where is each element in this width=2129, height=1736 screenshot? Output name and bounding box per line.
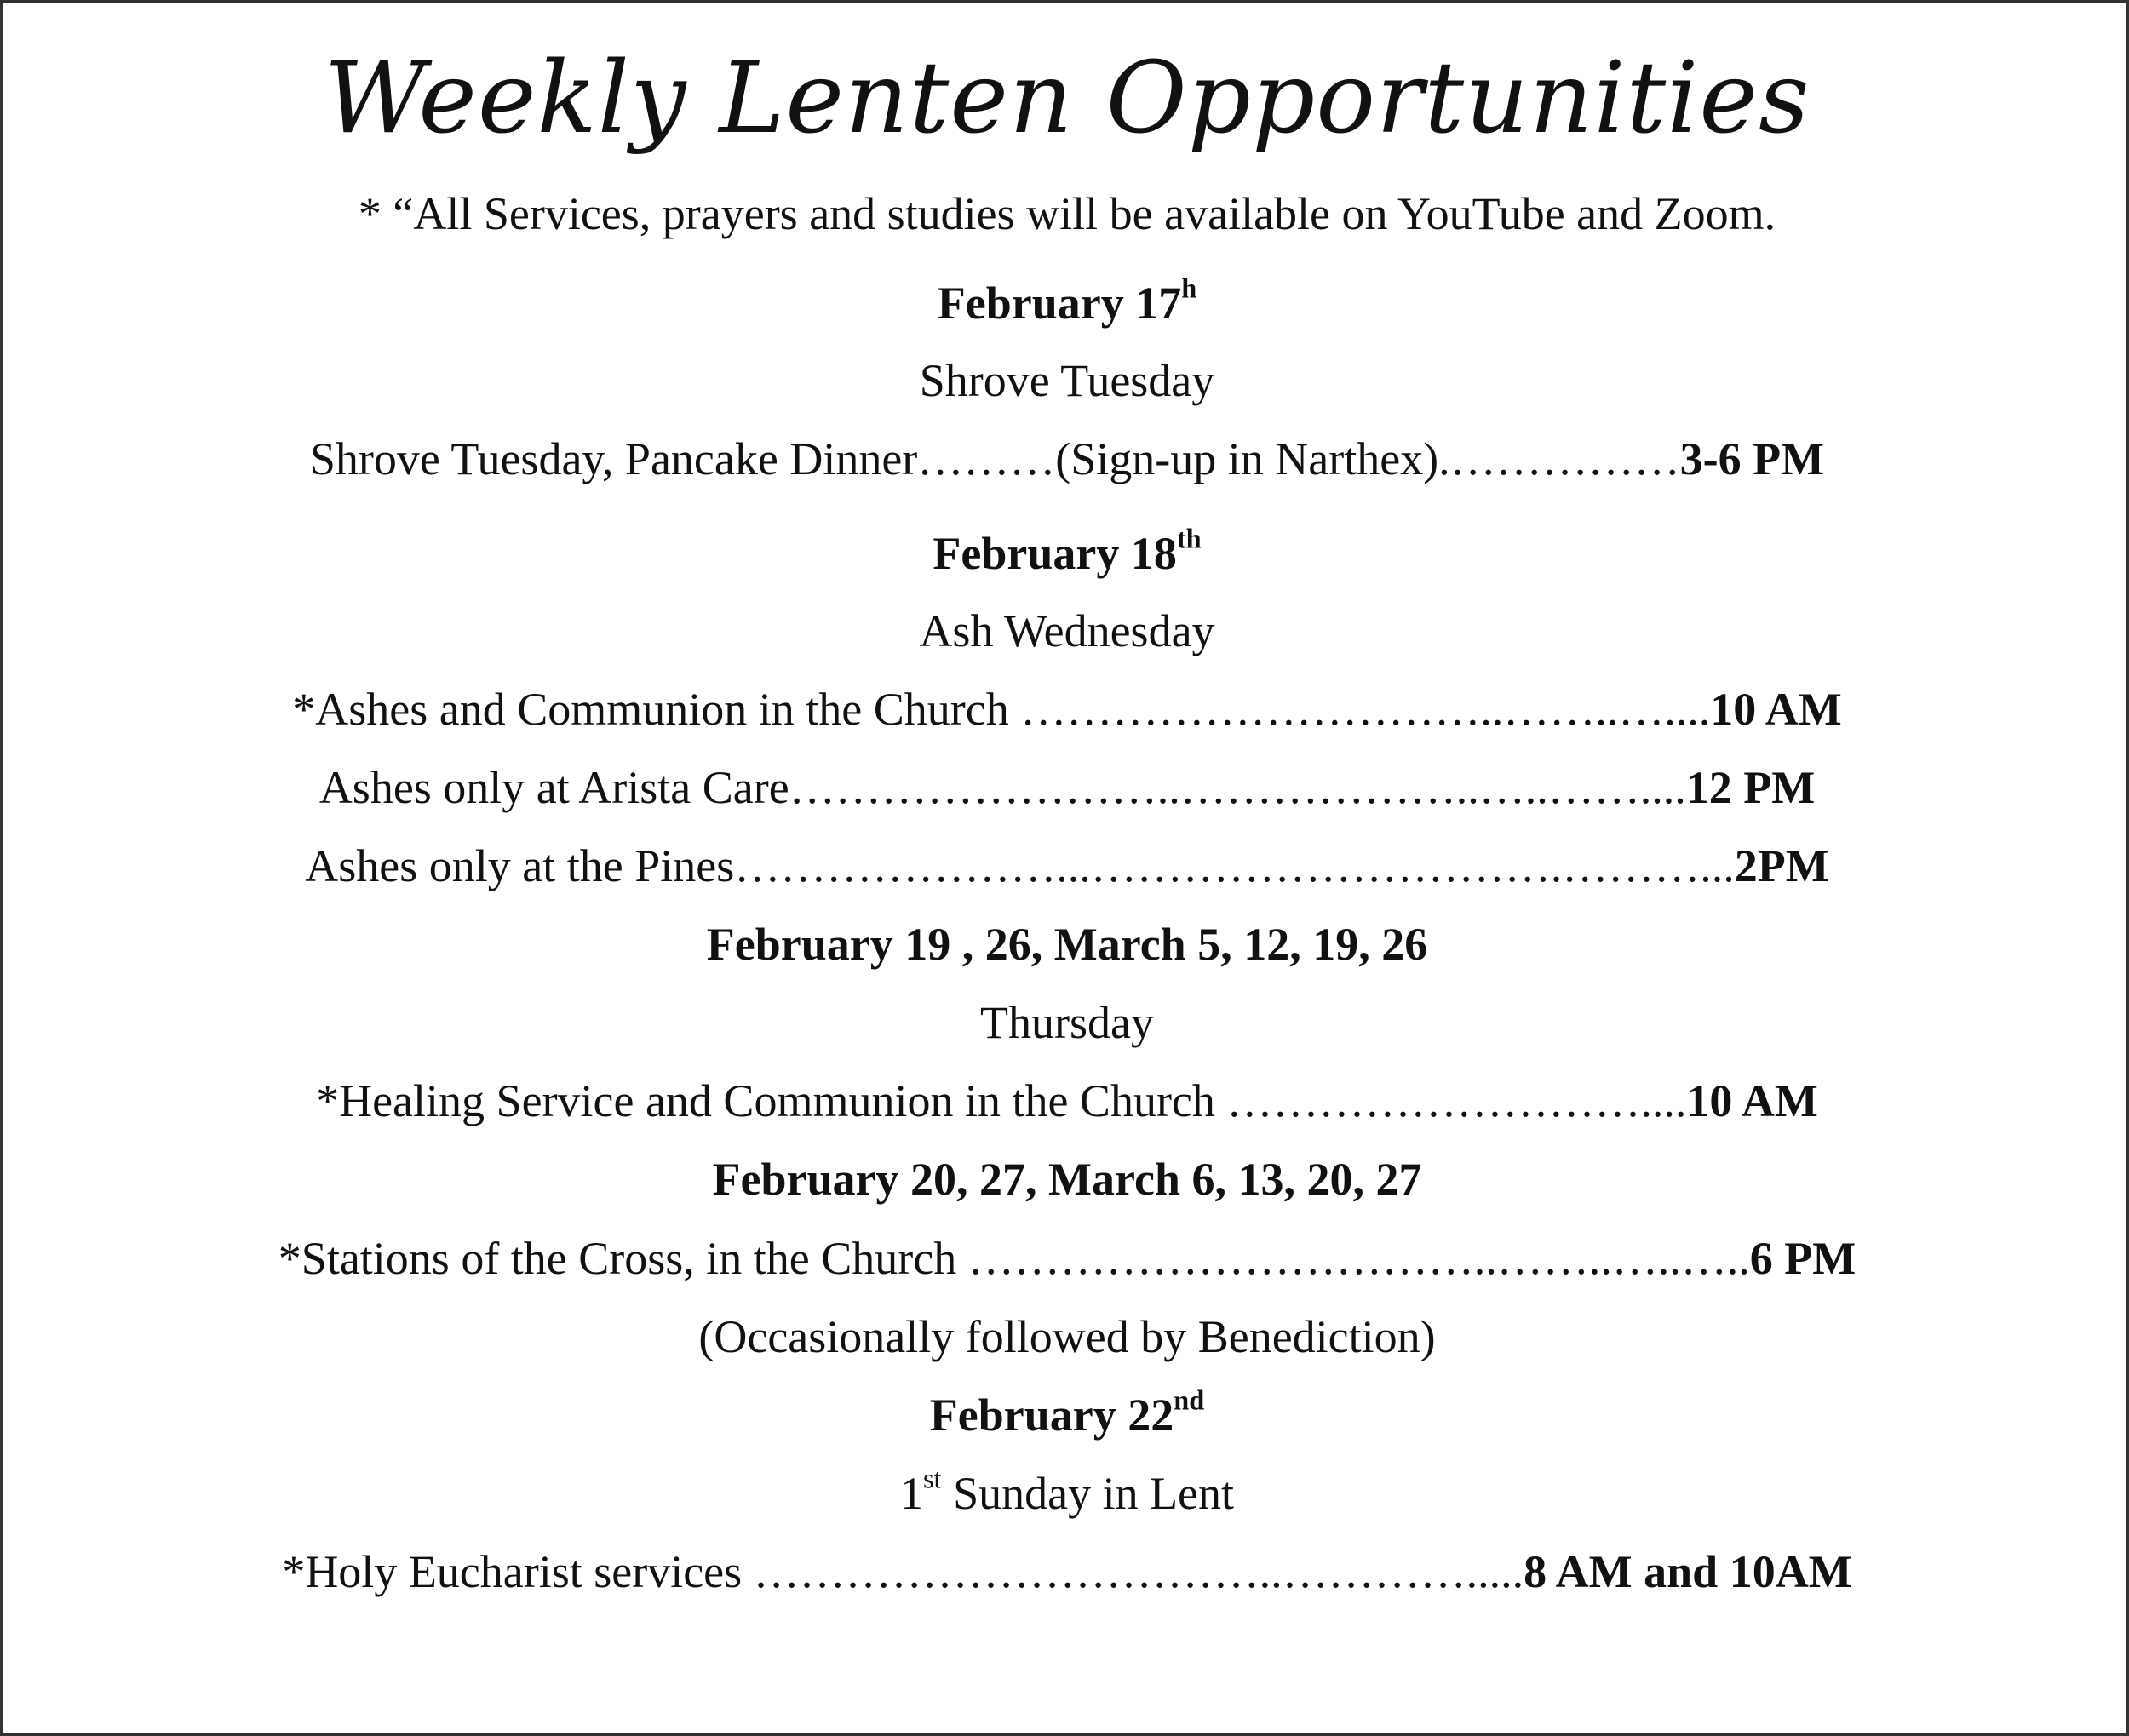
event-text: *Ashes and Communion in the Church …………………………..……..…....	[292, 684, 1711, 735]
section-date-feb-18	[3, 524, 2129, 583]
event-line-healing-service	[3, 1071, 2129, 1131]
event-text: Ashes only at Arista Care……………………..………………..…..……....	[318, 762, 1686, 813]
availability-note: * “All Services, prayers and studies will be available on YouTube and Zoom.	[358, 188, 1776, 239]
section-day-first-sunday	[3, 1464, 2129, 1523]
day-number: 1	[899, 1468, 923, 1519]
event-text: Ashes only at the Pines…………………...………………………….………...	[305, 840, 1735, 891]
section-day-thursday: Thursday	[980, 997, 1154, 1048]
event-time: 8 AM and 10AM	[1524, 1546, 1852, 1597]
section-day-ash-wednesday: Ash Wednesday	[919, 605, 1215, 656]
day-suffix: st	[922, 1464, 942, 1495]
event-time: 3-6 PM	[1679, 433, 1825, 484]
date-text: February 18	[933, 528, 1177, 579]
event-line-stations-of-cross	[3, 1229, 2129, 1288]
event-time: 10 AM	[1686, 1075, 1818, 1126]
date-text: February 17	[937, 278, 1182, 329]
event-line-pancake-dinner	[3, 429, 2129, 489]
event-time: 10 AM	[1710, 684, 1842, 735]
date-suffix: th	[1176, 524, 1202, 555]
event-text: *Holy Eucharist services ……………………………..………….....	[282, 1546, 1524, 1597]
section-date-thursdays: February 19 , 26, March 5, 12, 19, 26	[706, 919, 1428, 970]
date-suffix: h	[1181, 273, 1197, 305]
section-day-shrove-tuesday: Shrove Tuesday	[919, 355, 1215, 406]
page-title: Weekly Lenten Opportunities	[324, 41, 1811, 156]
section-date-fridays: February 20, 27, March 6, 13, 20, 27	[712, 1154, 1422, 1205]
date-text: February 22	[929, 1389, 1174, 1441]
benediction-remark: (Occasionally followed by Benediction)	[698, 1311, 1436, 1362]
date-suffix: nd	[1174, 1385, 1205, 1417]
event-line-holy-eucharist	[3, 1542, 2129, 1601]
event-line-ashes-arista-care	[3, 758, 2129, 817]
event-time: 2PM	[1734, 840, 1829, 891]
event-time: 12 PM	[1685, 762, 1816, 813]
event-text: *Healing Service and Communion in the Church ………………………....	[316, 1075, 1687, 1126]
day-text: Sunday in Lent	[941, 1468, 1235, 1519]
event-line-ashes-pines	[3, 836, 2129, 896]
event-line-ashes-communion	[3, 679, 2129, 739]
section-date-feb-22	[3, 1385, 2129, 1445]
event-text: *Stations of the Cross, in the Church ……………………………..……..…..…..	[278, 1233, 1750, 1284]
event-time: 6 PM	[1749, 1233, 1856, 1284]
event-text: Shrove Tuesday, Pancake Dinner………(Sign-up in Narthex).……………	[309, 433, 1680, 484]
section-date-feb-17	[3, 273, 2129, 333]
